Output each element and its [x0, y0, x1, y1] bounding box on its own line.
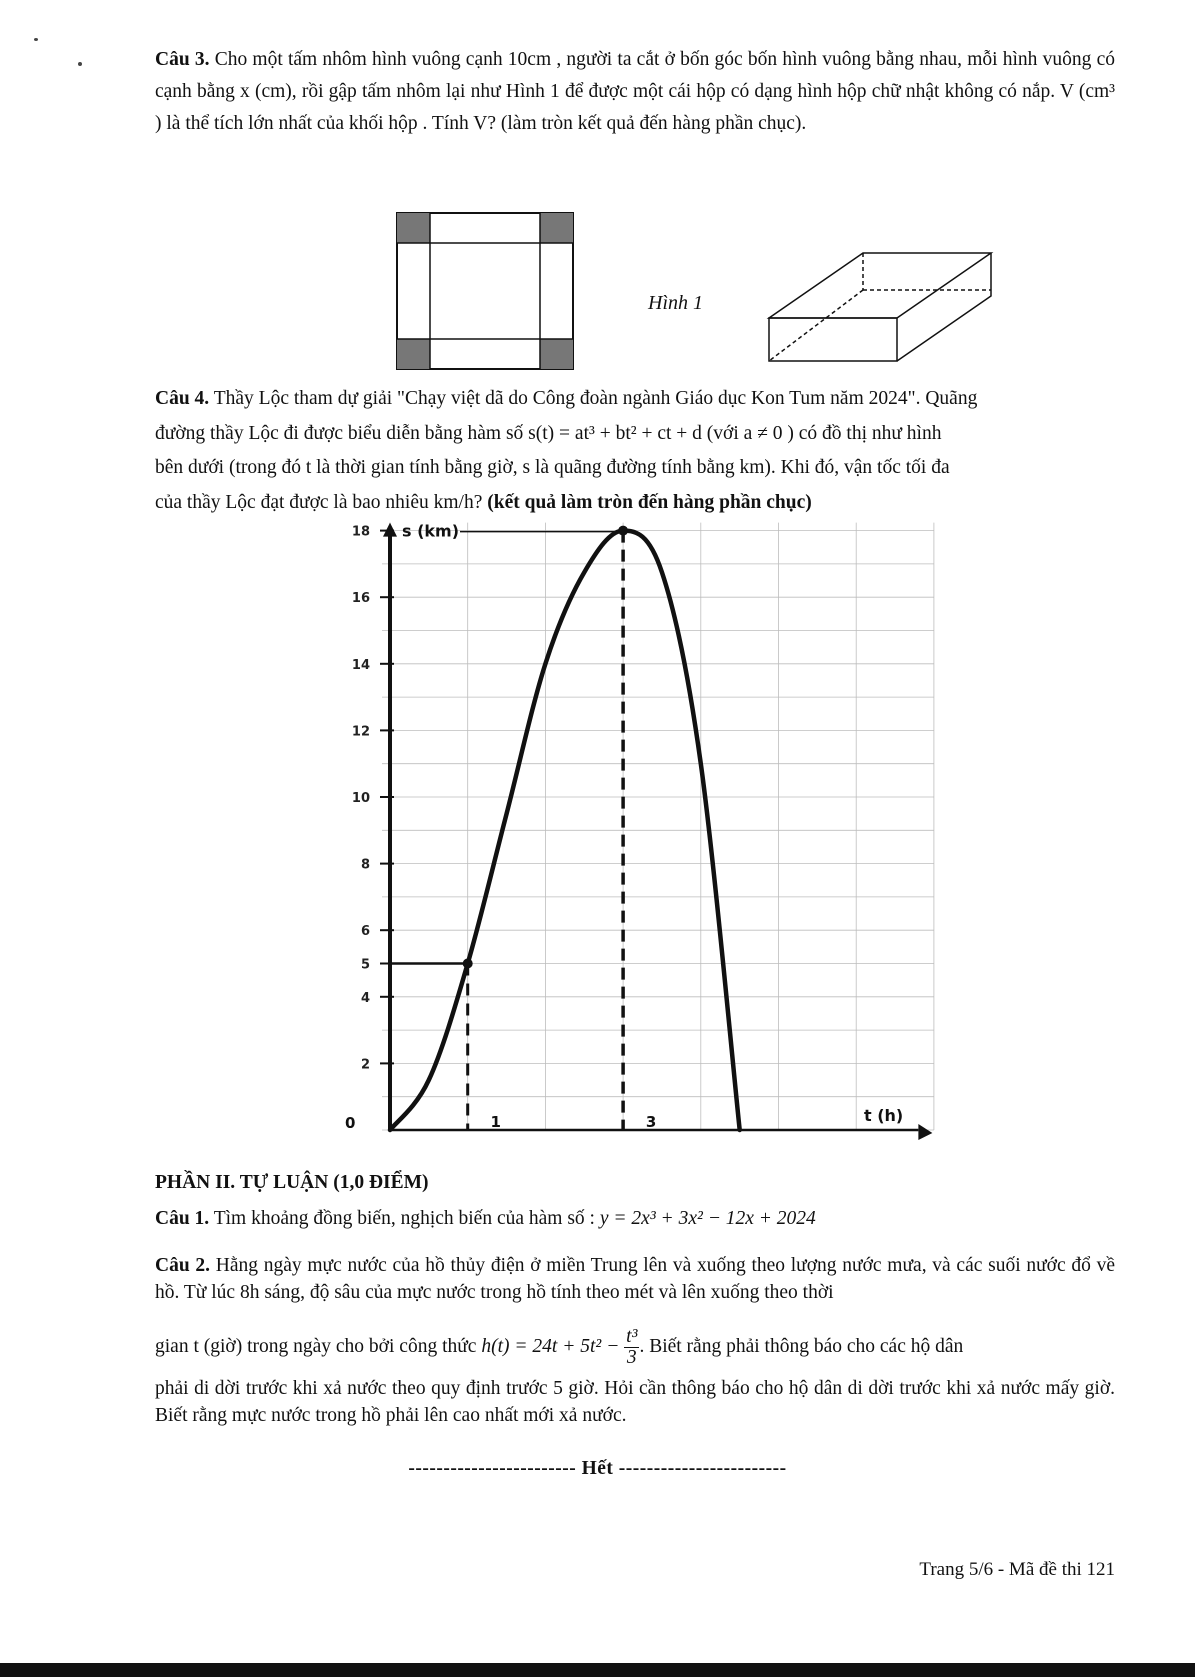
- end-marker: ------------------------ Hết ------------------------: [408, 1458, 787, 1479]
- formula-fraction: $\frac{\text{t³}}{3}$: [626, 1326, 638, 1369]
- box-top-rim: [769, 253, 991, 318]
- y-tick-label: 14: [351, 657, 370, 673]
- y-tick-label: 5: [360, 957, 370, 973]
- part-2-question-1-label: Câu 1.: [155, 1208, 210, 1229]
- question-4-line2: đường thầy Lộc đi được biểu diễn bằng hàm số s(t) = at³ + bt² + ct + d (với a ≠ 0 ) có đồ thị như hình: [155, 422, 942, 444]
- corner-square-tr: [540, 213, 573, 243]
- question-4-line1: Câu 4. Thầy Lộc tham dự giải "Chạy việt dã do Công đoàn ngành Giáo dục Kon Tum năm 2024". Quãng: [155, 388, 978, 409]
- scan-speck: [34, 38, 38, 41]
- question-4-label: Câu 4.: [155, 388, 210, 409]
- y-axis-arrow: [383, 523, 397, 537]
- y-tick-label: 6: [360, 924, 370, 940]
- question-4-line3: bên dưới (trong đó t là thời gian tính bằng giờ, s là quãng đường tính bằng km). Khi đó, vận tốc tối đa: [155, 457, 950, 478]
- scan-speck: [78, 62, 82, 66]
- question-3: [155, 44, 1115, 140]
- x-axis-arrow: [918, 1124, 932, 1140]
- x-axis-label: t (h): [863, 1106, 904, 1125]
- corner-square-tl: [397, 213, 430, 243]
- question-4-line4: của thầy Lộc đạt được là bao nhiêu km/h? (kết quả làm tròn đến hàng phần chục): [155, 491, 812, 513]
- part-2-question-2-formula-line: gian t (giờ) trong ngày cho bởi công thức h(t) = 24t + 5t² − $\frac{\text{t³}}{3}$ . Biết rằng phải thông báo cho các hộ dân: [155, 1326, 964, 1369]
- y-tick-label: 8: [360, 857, 370, 873]
- water-level-formula: h(t) = 24t + 5t² −: [481, 1336, 620, 1357]
- part-2-question-2: Câu 2. Hằng ngày mực nước của hồ thủy điện ở miền Trung lên và xuống theo lượng nước mưa, và các suối nước đổ về hồ. Từ lúc 8h sáng, độ sâu của mực nước trong hồ tính theo mét và lên xuống theo thời: [155, 1255, 1115, 1303]
- page-footer: Trang 5/6 - Mã đề thi 121: [919, 1559, 1115, 1580]
- part-2-heading: PHẦN II. TỰ LUẬN (1,0 ĐIỂM): [155, 1172, 429, 1193]
- corner-square-bl: [397, 339, 430, 369]
- y-tick-label: 12: [351, 724, 370, 740]
- y-tick-label: 18: [351, 524, 370, 540]
- chart-grid: [382, 523, 934, 1130]
- box-hidden-edges: [769, 253, 991, 361]
- y-axis-label: s (km): [402, 521, 460, 541]
- part-2-question-1: Câu 1. Tìm khoảng đồng biến, nghịch biến của hàm số : y = 2x³ + 3x² − 12x + 2024: [155, 1208, 816, 1229]
- box-front-face: [769, 318, 897, 361]
- y-tick-label: 16: [351, 591, 370, 607]
- x-tick-label: 3: [645, 1113, 657, 1131]
- origin-label: 0: [345, 1114, 356, 1132]
- figure-flat-sheet: [396, 212, 576, 372]
- part-2-question-2-label: Câu 2.: [155, 1255, 211, 1276]
- corner-square-br: [540, 339, 573, 369]
- scan-bottom-edge: [0, 1663, 1195, 1677]
- figure-open-box: [766, 250, 996, 365]
- part-2-question-2-end: phải di dời trước khi xả nước theo quy định trước 5 giờ. Hỏi cần thông báo cho hộ dân di dời trước khi xả nước mấy giờ. Biết rằng mực nước trong hồ phải lên cao nhất mới xả nước.: [155, 1378, 1115, 1426]
- figure-caption: Hình 1: [648, 292, 703, 314]
- y-tick-label: 4: [360, 990, 370, 1006]
- question-3-text: Cho một tấm nhôm hình vuông cạnh 10cm , người ta cắt ở bốn góc bốn hình vuông bằng nhau, mỗi hình vuông có cạnh bằng x (cm), rồi gập tấm nhôm lại như Hình 1 để được một cái hộp có dạng hình hộp chữ nhật không có nắp. V (cm³ ) là thể tích lớn nhất của khối hộp . Tính V? (làm tròn kết quả đến hàng phần chục).: [155, 49, 1115, 134]
- question-3-label: Câu 3.: [155, 49, 210, 70]
- point-3-18: [618, 526, 628, 536]
- point-1-5: [463, 959, 473, 969]
- y-tick-label: 2: [360, 1057, 370, 1073]
- function-formula: y = 2x³ + 3x² − 12x + 2024: [599, 1208, 816, 1229]
- x-tick-label: 1: [490, 1113, 501, 1131]
- y-tick-label: 10: [351, 791, 370, 806]
- question-4: [155, 382, 1115, 520]
- distance-time-chart: [325, 520, 945, 1145]
- box-right-face: [897, 253, 991, 361]
